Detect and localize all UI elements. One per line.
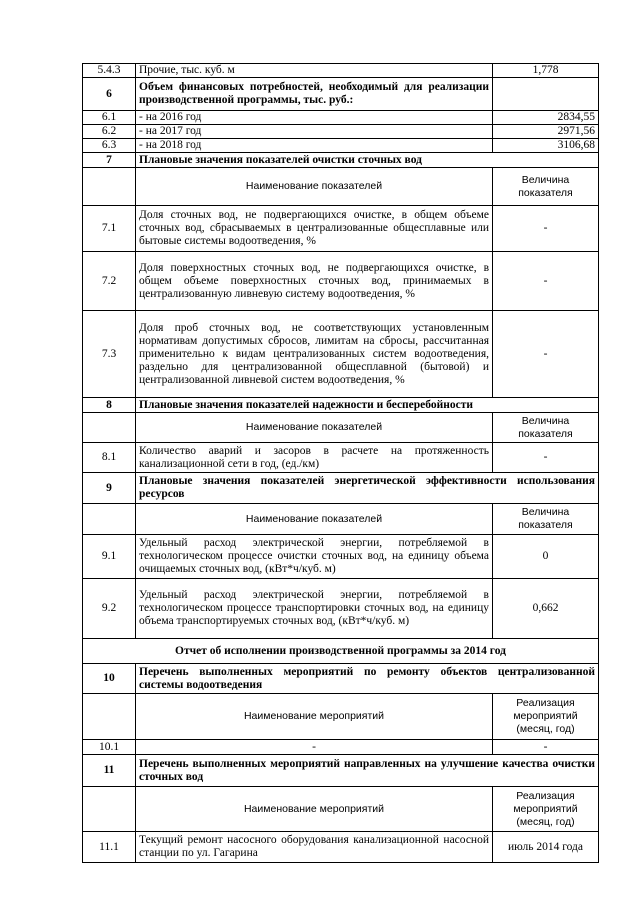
row-value: 3106,68 (493, 139, 599, 153)
column-header-value: Величина показателя (493, 168, 599, 206)
column-header-name: Наименование показателей (136, 168, 493, 206)
row-value: 1,778 (493, 64, 599, 78)
header-row (83, 413, 599, 443)
column-header-name: Наименование показателей (136, 504, 493, 535)
section-number: 9 (83, 473, 136, 504)
program-table (82, 63, 599, 863)
table-row (83, 139, 599, 153)
empty-cell (83, 694, 136, 740)
section-title: Перечень выполненных мероприятий по ремонту объектов централизованной системы водоотведения (136, 664, 599, 694)
report-title: Отчет об исполнении производственной программы за 2014 год (83, 639, 599, 664)
row-number: 11.1 (83, 832, 136, 863)
row-number: 6.1 (83, 111, 136, 125)
section-row (83, 153, 599, 168)
column-header-name: Наименование мероприятий (136, 694, 493, 740)
section-number: 8 (83, 398, 136, 413)
row-text: Доля поверхностных сточных вод, не подвергающихся очистке, в общем объеме поверхностных сточных вод, принимаемых в централизованную ливневую систему водоотведения, % (136, 252, 493, 311)
table-row (83, 252, 599, 311)
header-row (83, 694, 599, 740)
section-number: 10 (83, 664, 136, 694)
section-row (83, 78, 599, 111)
section-row (83, 398, 599, 413)
table-row (83, 64, 599, 78)
row-text: - на 2018 год (136, 139, 493, 153)
row-text: Доля проб сточных вод, не соответствующих установленным нормативам допустимых сбросов, лимитам на сбросы, рассчитанная применительно к видам централизованных систем водоотведения, раздельно для централизованной общесплавной (бытовой) и централизованной ливневой систем водоотведения, % (136, 311, 493, 398)
row-number: 7.1 (83, 206, 136, 252)
report-row (83, 639, 599, 664)
table-row (83, 535, 599, 579)
section-title: Плановые значения показателей энергетической эффективности использования ресурсов (136, 473, 599, 504)
section-title: Плановые значения показателей очистки сточных вод (136, 153, 599, 168)
row-value: 0 (493, 535, 599, 579)
section-row (83, 664, 599, 694)
empty-cell (493, 78, 599, 111)
row-value: - (493, 252, 599, 311)
section-row (83, 473, 599, 504)
table-row (83, 311, 599, 398)
table-row (83, 443, 599, 473)
table-row (83, 740, 599, 755)
row-value: - (493, 206, 599, 252)
section-title: Плановые значения показателей надежности и бесперебойности (136, 398, 599, 413)
row-value: - (493, 311, 599, 398)
section-number: 11 (83, 755, 136, 787)
row-text: Удельный расход электрической энергии, потребляемой в технологическом процессе транспортировки сточных вод, на единицу объема транспортируемых сточных вод, (кВт*ч/куб. м) (136, 579, 493, 639)
empty-cell (83, 168, 136, 206)
row-text: Удельный расход электрической энергии, потребляемой в технологическом процессе очистки сточных вод, на единицу объема очищаемых сточных вод, (кВт*ч/куб. м) (136, 535, 493, 579)
row-text: - на 2017 год (136, 125, 493, 139)
table-row (83, 579, 599, 639)
column-header-value: Величина показателя (493, 504, 599, 535)
row-text: Доля сточных вод, не подвергающихся очистке, в общем объеме сточных вод, сбрасываемых в централизованные общесплавные или бытовые системы водоотведения, % (136, 206, 493, 252)
column-header-value: Реализация мероприятий (месяц, год) (493, 787, 599, 832)
row-number: 8.1 (83, 443, 136, 473)
header-row (83, 504, 599, 535)
section-title: Перечень выполненных мероприятий направленных на улучшение качества очистки сточных вод (136, 755, 599, 787)
row-text: - (136, 740, 493, 755)
table-row (83, 832, 599, 863)
row-number: 10.1 (83, 740, 136, 755)
row-value: 2971,56 (493, 125, 599, 139)
row-value: - (493, 740, 599, 755)
row-value: - (493, 443, 599, 473)
row-text: Текущий ремонт насосного оборудования канализационной насосной станции по ул. Гагарина (136, 832, 493, 863)
column-header-value: Величина показателя (493, 413, 599, 443)
section-number: 6 (83, 78, 136, 111)
row-number: 7.3 (83, 311, 136, 398)
table-row (83, 125, 599, 139)
column-header-value: Реализация мероприятий (месяц, год) (493, 694, 599, 740)
row-number: 9.2 (83, 579, 136, 639)
row-value: 2834,55 (493, 111, 599, 125)
empty-cell (83, 413, 136, 443)
row-value: июль 2014 года (493, 832, 599, 863)
empty-cell (83, 787, 136, 832)
row-text: Прочие, тыс. куб. м (136, 64, 493, 78)
column-header-name: Наименование показателей (136, 413, 493, 443)
header-row (83, 787, 599, 832)
row-number: 7.2 (83, 252, 136, 311)
row-number: 9.1 (83, 535, 136, 579)
row-number: 6.2 (83, 125, 136, 139)
row-text: - на 2016 год (136, 111, 493, 125)
section-row (83, 755, 599, 787)
row-number: 5.4.3 (83, 64, 136, 78)
section-number: 7 (83, 153, 136, 168)
table-row (83, 111, 599, 125)
row-value: 0,662 (493, 579, 599, 639)
header-row (83, 168, 599, 206)
row-number: 6.3 (83, 139, 136, 153)
table-row (83, 206, 599, 252)
empty-cell (83, 504, 136, 535)
section-title: Объем финансовых потребностей, необходимый для реализации производственной программы, тыс. руб.: (136, 78, 493, 111)
row-text: Количество аварий и засоров в расчете на протяженность канализационной сети в год, (ед./км) (136, 443, 493, 473)
column-header-name: Наименование мероприятий (136, 787, 493, 832)
